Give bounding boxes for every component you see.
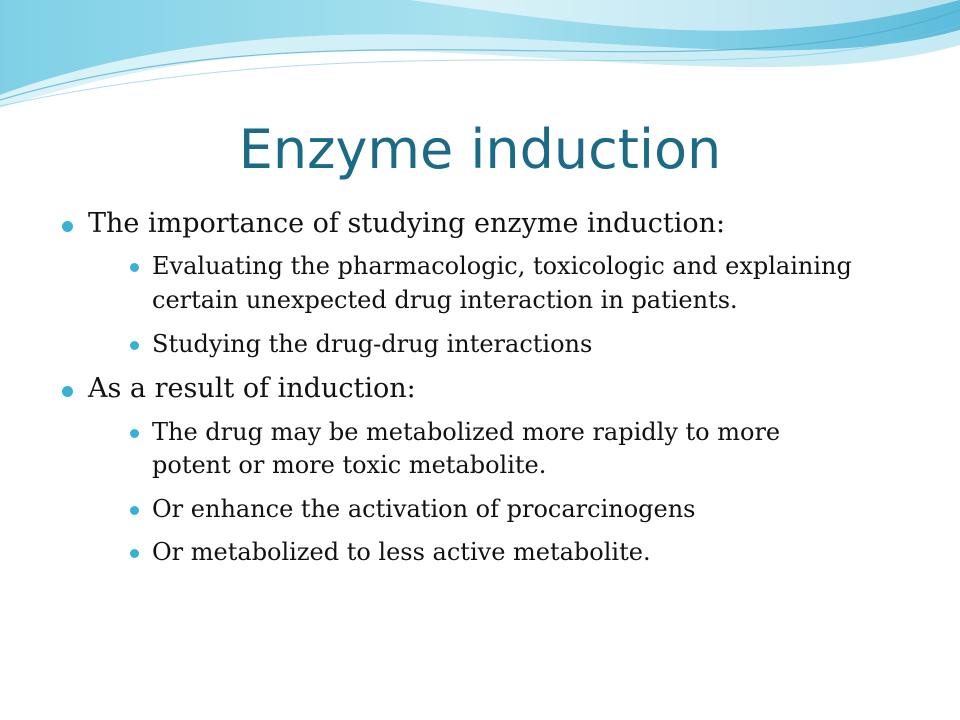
- sub-bullet-text: Or metabolized to less active metabolite.: [152, 538, 651, 567]
- sub-bullet-dot-icon: [130, 263, 139, 272]
- sub-bullet-list: [88, 250, 862, 361]
- sub-bullet-dot-icon: [130, 341, 139, 350]
- sub-bullet-dot-icon: [130, 429, 139, 438]
- sub-bullet-text: Studying the drug-drug interactions: [152, 329, 593, 358]
- bullet-text: As a result of induction:: [88, 373, 416, 405]
- wave-decoration: [0, 0, 960, 120]
- sub-bullet-item: [88, 536, 862, 570]
- slide-body: [62, 206, 862, 580]
- bullet-list: [62, 206, 862, 570]
- sub-bullet-text: Or enhance the activation of procarcinogens: [152, 494, 696, 523]
- sub-bullet-item: [88, 493, 862, 527]
- sub-bullet-item: [88, 328, 862, 362]
- sub-bullet-dot-icon: [130, 549, 139, 558]
- sub-bullet-text: The drug may be metabolized more rapidly to more potent or more toxic metabolite.: [152, 417, 781, 480]
- sub-bullet-item: [88, 416, 862, 483]
- slide-title: Enzyme induction: [238, 118, 722, 181]
- bullet-dot-icon: [62, 386, 73, 397]
- sub-bullet-item: [88, 250, 862, 317]
- sub-bullet-text: Evaluating the pharmacologic, toxicologic and explaining certain unexpected drug interaction in patients.: [152, 252, 852, 315]
- bullet-text: The importance of studying enzyme induction:: [88, 208, 726, 239]
- sub-bullet-list: [88, 416, 862, 570]
- bullet-dot-icon: [62, 221, 73, 232]
- bullet-item: [62, 371, 862, 570]
- bullet-item: [62, 206, 862, 361]
- sub-bullet-dot-icon: [130, 506, 139, 515]
